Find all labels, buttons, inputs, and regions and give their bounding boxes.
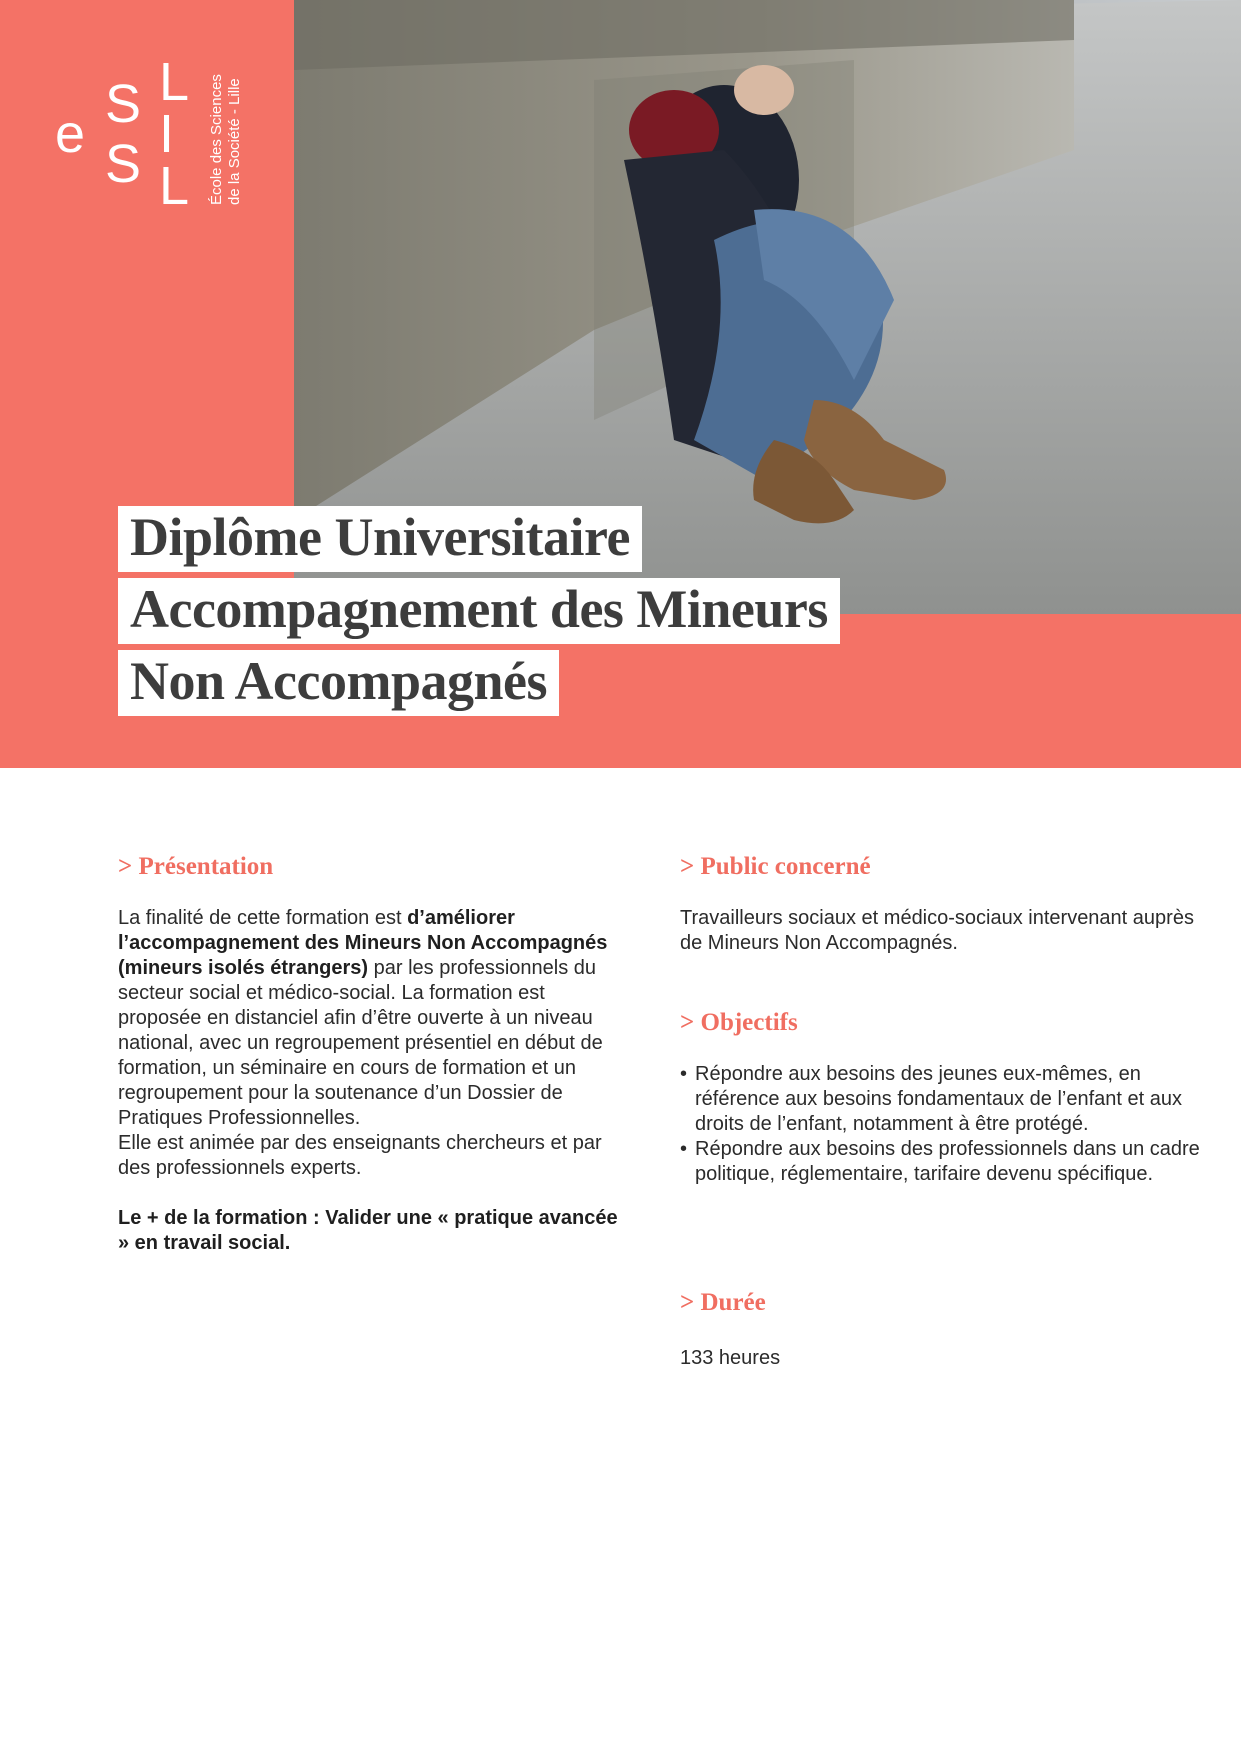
- logo-tagline: [208, 45, 244, 205]
- presentation-paragraph-2: Elle est animée par des enseignants chercheurs et par des professionnels experts.: [118, 1132, 602, 1179]
- public-text: Travailleurs sociaux et médico-sociaux intervenant auprès de Mineurs Non Accompagnés.: [680, 907, 1194, 954]
- objectif-item: [680, 1062, 1200, 1137]
- logo-letter-e: e: [55, 104, 86, 164]
- title-line-3: Non Accompagnés: [118, 650, 559, 716]
- presentation-paragraph-1: [118, 906, 618, 1131]
- presentation-body: [118, 906, 618, 1256]
- title-line-2: Accompagnement des Mineurs: [118, 578, 840, 644]
- logo-letter-l1: L: [159, 52, 190, 112]
- objectif-item: [680, 1137, 1200, 1187]
- logo-letter-s1: S: [105, 74, 142, 134]
- presentation-p1-end: par les professionnels du secteur social et médico-social. La formation est proposée en distanciel afin d’être ouverte à un niveau national, avec un regroupement présentiel en début de formation, un séminaire en cours de formation et un regroupement pour la soutenance d’un Dossier de Pratiques Professionnelles.: [118, 957, 603, 1129]
- logo-tagline-line1: École des Sciences: [208, 74, 225, 205]
- presentation-heading: > Présentation: [118, 853, 274, 880]
- presentation-highlight: Le + de la formation : Valider une « pratique avancée » en travail social.: [118, 1207, 618, 1254]
- objectif-item-text: Répondre aux besoins des jeunes eux-mêmes, en référence aux besoins fondamentaux de l’enfant et aux droits de l’enfant, notamment à être protégé.: [695, 1063, 1182, 1135]
- objectif-item-text: Répondre aux besoins des professionnels dans un cadre politique, réglementaire, tarifaire devenu spécifique.: [695, 1138, 1200, 1185]
- duree-heading: > Durée: [680, 1289, 766, 1316]
- objectifs-heading: > Objectifs: [680, 1009, 798, 1036]
- logo-letter-i: I: [159, 104, 175, 164]
- public-heading: > Public concerné: [680, 853, 871, 880]
- objectifs-list: [680, 1062, 1200, 1187]
- logo-tagline-line2: de la Société - Lille: [226, 78, 243, 205]
- esl-logo: [55, 52, 255, 216]
- bullet-icon: •: [680, 1063, 688, 1085]
- logo-letter-l2: L: [159, 156, 190, 216]
- title-line-1: Diplôme Universitaire: [118, 506, 642, 572]
- duree-text: 133 heures: [680, 1347, 781, 1369]
- logo-letter-s2: S: [105, 134, 142, 194]
- presentation-p1-start: La finalité de cette formation est: [118, 907, 408, 929]
- bullet-icon: •: [680, 1138, 688, 1160]
- presentation-p1-bold: d’améliorer l’accompagnement des Mineurs Non Accompagnés (mineurs isolés étrangers): [118, 907, 608, 979]
